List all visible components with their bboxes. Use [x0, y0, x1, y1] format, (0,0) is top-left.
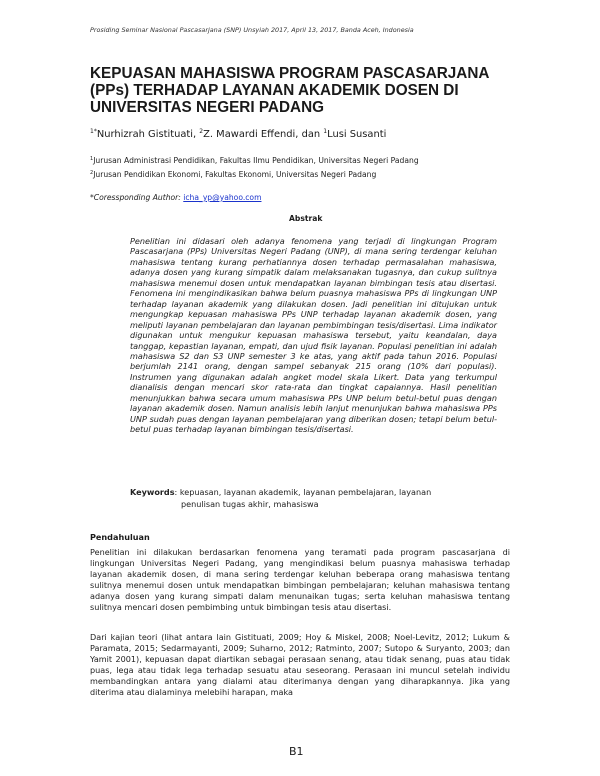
author-2-name: Z. Mawardi Effendi, dan: [203, 129, 321, 140]
body-paragraph-1: Penelitian ini dilakukan berdasarkan fenomena yang teramati pada program pascasarjana di lingkungan Universitas Negeri Padang, yang mengindikasi belum puasnya mahasiswa terhadap layanan akademik dosen, di mana sering terdengar keluhan beberapa orang mahasiswa tentang sulitnya menemui dosen untuk mendapatkan bimbingan pembelajaran; keluhan mahasiswa tentang adanya dosen yang kurang simpati dalam menunaikan tugas; serta keluhan mahasiswa tentang sulitnya mencari dosen pembimbing untuk bimbingan tesis atau disertasi.: [90, 547, 510, 613]
page-number: B1: [289, 745, 304, 758]
section-heading-pendahuluan: Pendahuluan: [90, 532, 150, 542]
corresponding-author-label: *Coressponding Author:: [90, 193, 181, 202]
affiliation-1: [90, 156, 419, 165]
affiliation-2: [90, 170, 376, 179]
author-3-superscript: 1: [323, 128, 328, 135]
keywords-row-2: penulisan tugas akhir, mahasiswa: [181, 498, 319, 509]
keywords-block: [130, 487, 490, 510]
affiliation-1-superscript: 1: [90, 156, 94, 162]
body-paragraph-2: Dari kajian teori (lihat antara lain Gistituati, 2009; Hoy & Miskel, 2008; Noel-Levitz, 2012; Lukum & Paramata, 2015; Sedarmayanti, 2009; Suharno, 2012; Ratminto, 2007; Sutopo & Suryanto, 2003; dan Yamit 2001), kepuasan dapat diartikan sebagai perasaan senang, atau tidak senang, puas atau tidak puas, lega atau tidak lega terhadap sesuatu atau seseorang. Perasaan ini muncul setelah individu membandingkan antara yang dialami atau diterimanya dengan yang diharapkannya. Jika yang diterima atau dialaminya melebihi harapan, maka: [90, 632, 510, 698]
author-1-name: Nurhizrah Gistituati,: [96, 129, 197, 140]
corresponding-email-link[interactable]: icha_yp@yahoo.com: [183, 193, 262, 202]
author-1-superscript: 1*: [90, 128, 97, 135]
affiliation-2-superscript: 2: [90, 170, 94, 176]
affiliation-2-text: Jurusan Pendidikan Ekonomi, Fakultas Ekonomi, Universitas Negeri Padang: [93, 170, 377, 179]
abstract-heading: Abstrak: [289, 214, 323, 223]
keywords-label: Keywords: [130, 487, 175, 497]
keywords-row-1: : kepuasan, layanan akademik, layanan pembelajaran, layanan: [174, 487, 432, 497]
paper-title: KEPUASAN MAHASISWA PROGRAM PASCASARJANA (PPs) TERHADAP LAYANAN AKADEMIK DOSEN DI UNIVERSITAS NEGERI PADANG: [90, 65, 489, 116]
abstract-text: Penelitian ini didasari oleh adanya fenomena yang terjadi di lingkungan Program Pascasarjana (PPs) Universitas Negeri Padang (UNP), di mana sering terdengar keluhan mahasiswa tentang kurang perhatiannya dosen terhadap permasalahan mahasiswa, adanya dosen yang kurang simpatik dalam melaksanakan tugasnya, dan cukup sulitnya mahasiswa menemui dosen untuk mendapatkan layanan bimbingan tesis atau disertasi. Fenomena ini mengindikasikan bahwa belum puasnya mahasiswa PPs di lingkungan UNP terhadap layanan akademik yang dilakukan dosen. Jadi penelitian ini ditujukan untuk mengungkap kepuasan mahasiswa PPs UNP terhadap layanan akademik dosen, yang meliputi layanan pembelajaran dan layanan pembimbingan tesis/disertasi. Lima indikator digunakan untuk mengukur kepuasan mahasiswa tersebut, yaitu keandalan, daya tanggap, kepastian layanan, empati, dan ujud fisik layanan. Populasi penelitian ini adalah mahasiswa S2 dan S3 UNP semester 3 ke atas, yang aktif pada tahun 2016. Populasi berjumlah 2141 orang, dengan sampel sebanyak 215 orang (10% dari populasi). Instrumen yang digunakan adalah angket model skala Likert. Data yang terkumpul dianalisis dengan mencari skor rata-rata dan tingkat capaiannya. Hasil penelitian menunjukkan bahwa secara umum mahasiswa PPs UNP belum betul-betul puas dengan layanan akademik dosen. Namun analisis lebih lanjut menunjukan bahwa mahasiswa PPs UNP sudah puas dengan layanan pembelajaran yang diberikan dosen; tetapi belum betul-betul puas terhadap layanan bimbingan tesis/disertasi.: [130, 236, 497, 435]
author-3-name: Lusi Susanti: [327, 129, 387, 140]
author-list: [90, 128, 386, 140]
running-header: Prosiding Seminar Nasional Pascasarjana (SNP) Unsyiah 2017, April 13, 2017, Banda Aceh, Indonesia: [90, 26, 414, 34]
corresponding-author: [90, 193, 261, 202]
author-2-superscript: 2: [199, 128, 204, 135]
affiliation-1-text: Jurusan Administrasi Pendidikan, Fakultas Ilmu Pendidikan, Universitas Negeri Padang: [93, 156, 419, 165]
